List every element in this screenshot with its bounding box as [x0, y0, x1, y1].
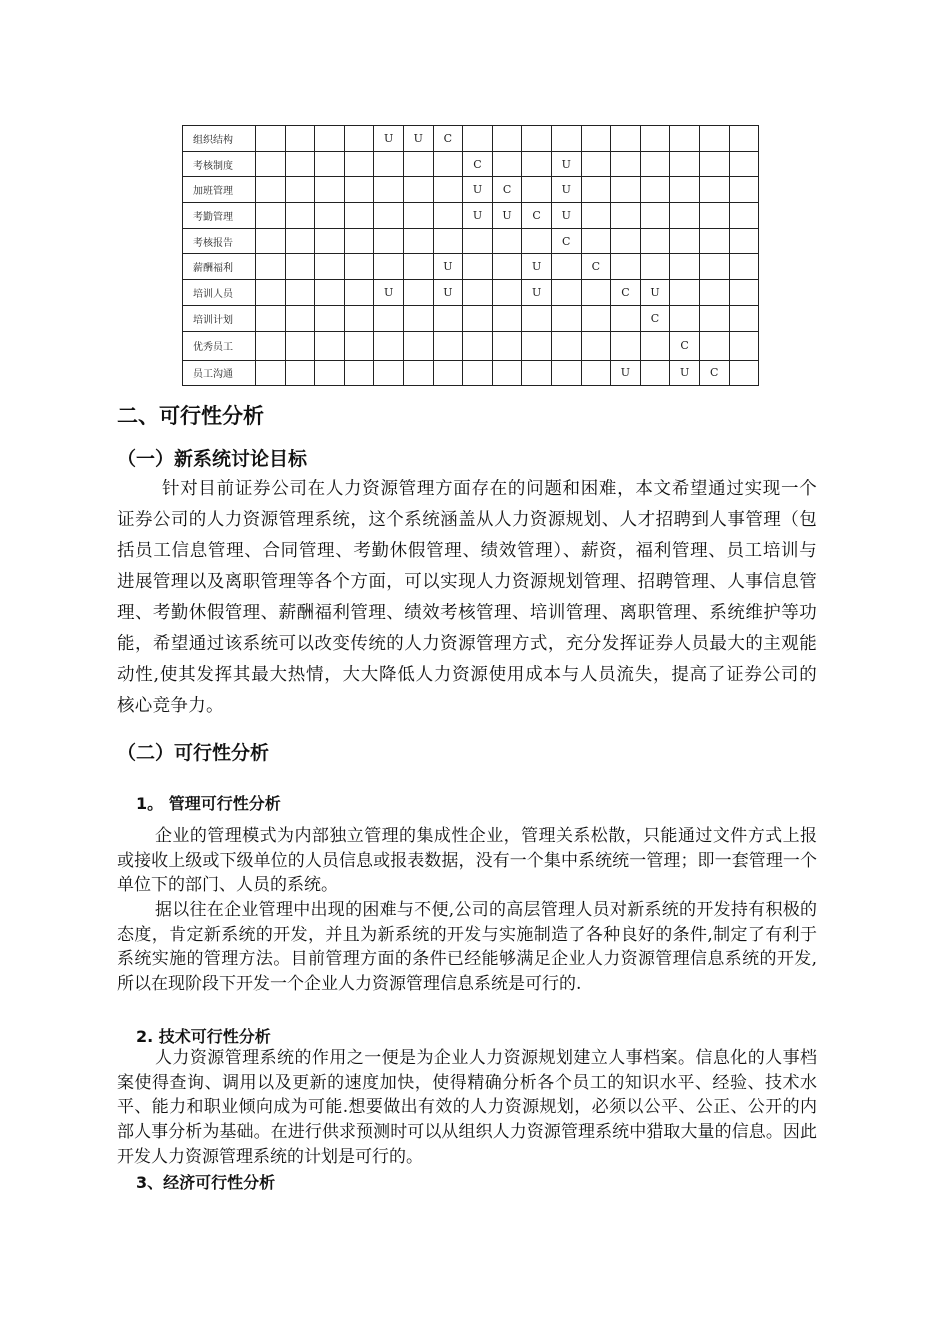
- matrix-cell: [344, 177, 374, 203]
- subsection-1-title: （一）新系统讨论目标: [117, 448, 308, 470]
- matrix-cell: U: [374, 280, 404, 306]
- matrix-cell: C: [611, 280, 641, 306]
- matrix-cell: [640, 203, 670, 229]
- matrix-row: [183, 331, 759, 360]
- matrix-cell: [492, 228, 522, 254]
- matrix-cell: [315, 126, 345, 152]
- matrix-cell: [285, 305, 315, 331]
- matrix-cell: [374, 360, 404, 386]
- matrix-cell: [699, 126, 729, 152]
- matrix-cell: [640, 228, 670, 254]
- matrix-cell: [463, 228, 493, 254]
- matrix-cell: [315, 203, 345, 229]
- matrix-cell: U: [463, 203, 493, 229]
- matrix-cell: [522, 126, 552, 152]
- item-1-title: 1。 管理可行性分析: [136, 794, 281, 813]
- matrix-row-label: 培训人员: [183, 280, 256, 306]
- matrix-row-label: 考核报告: [183, 228, 256, 254]
- matrix-cell: [551, 331, 581, 360]
- matrix-cell: [433, 203, 463, 229]
- matrix-cell: [403, 280, 433, 306]
- matrix-cell: [551, 126, 581, 152]
- matrix-cell: [492, 151, 522, 177]
- matrix-row-label: 考勤管理: [183, 203, 256, 229]
- matrix-cell: [315, 280, 345, 306]
- matrix-cell: [670, 177, 700, 203]
- matrix-cell: [640, 254, 670, 280]
- matrix-cell: [581, 177, 611, 203]
- matrix-cell: [256, 228, 286, 254]
- matrix-cell: U: [611, 360, 641, 386]
- matrix-cell: [729, 151, 759, 177]
- matrix-cell: [581, 331, 611, 360]
- matrix-cell: [344, 254, 374, 280]
- item-2-title: 2. 技术可行性分析: [136, 1027, 271, 1046]
- matrix-cell: U: [492, 203, 522, 229]
- matrix-cell: [285, 203, 315, 229]
- matrix-cell: [344, 280, 374, 306]
- matrix-cell: [256, 280, 286, 306]
- matrix-cell: [670, 203, 700, 229]
- matrix-cell: [699, 228, 729, 254]
- matrix-cell: [551, 305, 581, 331]
- matrix-cell: [699, 254, 729, 280]
- matrix-cell: [256, 126, 286, 152]
- matrix-cell: [729, 177, 759, 203]
- matrix-row-label: 考核制度: [183, 151, 256, 177]
- matrix-cell: [640, 177, 670, 203]
- matrix-cell: [463, 254, 493, 280]
- matrix-cell: [285, 228, 315, 254]
- matrix-cell: U: [403, 126, 433, 152]
- matrix-cell: [611, 177, 641, 203]
- matrix-cell: [433, 331, 463, 360]
- matrix-cell: C: [551, 228, 581, 254]
- matrix-row-label: 优秀员工: [183, 331, 256, 360]
- matrix-cell: [611, 126, 641, 152]
- matrix-cell: [285, 151, 315, 177]
- matrix-cell: [611, 254, 641, 280]
- matrix-cell: [315, 360, 345, 386]
- matrix-cell: [285, 126, 315, 152]
- matrix-cell: [581, 360, 611, 386]
- matrix-cell: [433, 228, 463, 254]
- matrix-cell: [344, 126, 374, 152]
- matrix-cell: U: [463, 177, 493, 203]
- matrix-cell: [581, 305, 611, 331]
- matrix-cell: [256, 203, 286, 229]
- matrix-cell: C: [522, 203, 552, 229]
- matrix-cell: [581, 280, 611, 306]
- matrix-cell: U: [522, 254, 552, 280]
- matrix-cell: [640, 331, 670, 360]
- matrix-cell: [315, 305, 345, 331]
- matrix-row-label: 员工沟通: [183, 360, 256, 386]
- matrix-cell: [403, 254, 433, 280]
- matrix-cell: [729, 228, 759, 254]
- matrix-cell: C: [670, 331, 700, 360]
- matrix-cell: [551, 254, 581, 280]
- matrix-cell: [256, 305, 286, 331]
- matrix-cell: [374, 331, 404, 360]
- matrix-cell: [522, 177, 552, 203]
- item-2-paragraph-1: 人力资源管理系统的作用之一便是为企业人力资源规划建立人事档案。信息化的人事档案使得查询、调用以及更新的速度加快，使得精确分析各个员工的知识水平、经验、技术水平、能力和职业倾向成为可能.想要做出有效的人力资源规划，必须以公平、公正、公开的内部人事分析为基础。在进行供求预测时可以从组织人力资源管理系统中猎取大量的信息。因此开发人力资源管理系统的计划是可行的。: [117, 1048, 817, 1167]
- matrix-cell: [403, 203, 433, 229]
- matrix-cell: [611, 151, 641, 177]
- matrix-row: [183, 203, 759, 229]
- item-3-title: 3、经济可行性分析: [136, 1173, 276, 1192]
- matrix-cell: [699, 280, 729, 306]
- matrix-cell: [492, 331, 522, 360]
- matrix-cell: [611, 331, 641, 360]
- matrix-cell: [640, 126, 670, 152]
- matrix-cell: [374, 305, 404, 331]
- matrix-cell: [581, 203, 611, 229]
- matrix-cell: [492, 360, 522, 386]
- matrix-cell: [670, 254, 700, 280]
- matrix-cell: [374, 228, 404, 254]
- matrix-cell: [699, 203, 729, 229]
- matrix-cell: U: [374, 126, 404, 152]
- matrix-cell: [729, 280, 759, 306]
- matrix-cell: [729, 360, 759, 386]
- matrix-cell: [344, 228, 374, 254]
- matrix-row: [183, 280, 759, 306]
- section-title: 二、可行性分析: [117, 404, 264, 428]
- matrix-cell: [670, 305, 700, 331]
- matrix-row: [183, 151, 759, 177]
- matrix-cell: [699, 151, 729, 177]
- matrix-cell: [344, 151, 374, 177]
- matrix-cell: [729, 203, 759, 229]
- matrix-row: [183, 228, 759, 254]
- matrix-cell: [315, 331, 345, 360]
- matrix-cell: C: [463, 151, 493, 177]
- matrix-cell: [492, 126, 522, 152]
- matrix-cell: [315, 254, 345, 280]
- matrix-cell: [551, 280, 581, 306]
- matrix-cell: [640, 360, 670, 386]
- matrix-cell: [492, 254, 522, 280]
- matrix-cell: [315, 151, 345, 177]
- matrix-cell: U: [433, 254, 463, 280]
- matrix-cell: U: [433, 280, 463, 306]
- uc-matrix-table: [182, 125, 759, 386]
- matrix-cell: [315, 228, 345, 254]
- matrix-cell: [256, 177, 286, 203]
- matrix-row: [183, 305, 759, 331]
- matrix-cell: [374, 177, 404, 203]
- matrix-cell: [256, 331, 286, 360]
- matrix-cell: C: [640, 305, 670, 331]
- matrix-cell: [551, 360, 581, 386]
- matrix-cell: [611, 305, 641, 331]
- matrix-cell: U: [551, 151, 581, 177]
- matrix-cell: [670, 280, 700, 306]
- matrix-cell: [581, 228, 611, 254]
- matrix-cell: C: [433, 126, 463, 152]
- matrix-cell: [729, 126, 759, 152]
- matrix-cell: [403, 151, 433, 177]
- matrix-cell: [344, 331, 374, 360]
- matrix-row: [183, 126, 759, 152]
- matrix-cell: [699, 305, 729, 331]
- subsection-2-title: （二）可行性分析: [117, 742, 270, 764]
- matrix-cell: [433, 360, 463, 386]
- matrix-cell: [285, 280, 315, 306]
- item-1-paragraph-2: 据以往在企业管理中出现的困难与不便,公司的高层管理人员对新系统的开发持有积极的态度，肯定新系统的开发，并且为新系统的开发与实施制造了各种良好的条件,制定了有利于系统实施的管理方法。目前管理方面的条件已经能够满足企业人力资源管理信息系统的开发,所以在现阶段下开发一个企业人力资源管理信息系统是可行的.: [117, 900, 817, 995]
- item-1-paragraph-1: 企业的管理模式为内部独立管理的集成性企业，管理关系松散，只能通过文件方式上报或接收上级或下级单位的人员信息或报表数据，没有一个集中系统统一管理；即一套管理一个单位下的部门、人员的系统。: [117, 826, 817, 896]
- matrix-cell: [699, 331, 729, 360]
- matrix-cell: [403, 360, 433, 386]
- matrix-cell: [344, 360, 374, 386]
- matrix-cell: [403, 177, 433, 203]
- matrix-cell: [522, 305, 552, 331]
- matrix-cell: U: [522, 280, 552, 306]
- matrix-row: [183, 254, 759, 280]
- matrix-cell: [374, 254, 404, 280]
- matrix-cell: C: [581, 254, 611, 280]
- matrix-cell: [611, 228, 641, 254]
- matrix-cell: [285, 177, 315, 203]
- matrix-cell: U: [551, 177, 581, 203]
- matrix-cell: [729, 254, 759, 280]
- matrix-cell: [463, 126, 493, 152]
- matrix-cell: [344, 305, 374, 331]
- matrix-cell: [611, 203, 641, 229]
- matrix-cell: [463, 331, 493, 360]
- matrix-cell: [315, 177, 345, 203]
- matrix-cell: [522, 228, 552, 254]
- matrix-cell: [522, 360, 552, 386]
- matrix-cell: [522, 331, 552, 360]
- matrix-cell: [522, 151, 552, 177]
- matrix-cell: [640, 151, 670, 177]
- matrix-cell: [403, 228, 433, 254]
- matrix-cell: [463, 280, 493, 306]
- matrix-cell: [581, 126, 611, 152]
- matrix-cell: [729, 331, 759, 360]
- matrix-cell: [344, 203, 374, 229]
- matrix-cell: [463, 305, 493, 331]
- matrix-cell: [670, 151, 700, 177]
- matrix-cell: [256, 151, 286, 177]
- matrix-cell: C: [492, 177, 522, 203]
- matrix-cell: [699, 177, 729, 203]
- matrix-cell: [463, 360, 493, 386]
- matrix-cell: [670, 228, 700, 254]
- matrix-row-label: 加班管理: [183, 177, 256, 203]
- matrix-cell: [285, 360, 315, 386]
- matrix-cell: [374, 203, 404, 229]
- matrix-cell: [256, 254, 286, 280]
- matrix-row: [183, 360, 759, 386]
- matrix-row-label: 组织结构: [183, 126, 256, 152]
- matrix-cell: [581, 151, 611, 177]
- matrix-cell: [492, 305, 522, 331]
- matrix-row-label: 薪酬福利: [183, 254, 256, 280]
- matrix-cell: [374, 151, 404, 177]
- matrix-cell: [433, 305, 463, 331]
- matrix-cell: [256, 360, 286, 386]
- matrix-cell: [729, 305, 759, 331]
- matrix-row: [183, 177, 759, 203]
- matrix-cell: [433, 177, 463, 203]
- matrix-cell: U: [640, 280, 670, 306]
- matrix-cell: U: [670, 360, 700, 386]
- matrix-cell: [492, 280, 522, 306]
- matrix-cell: [670, 126, 700, 152]
- matrix-cell: [285, 331, 315, 360]
- matrix-cell: U: [551, 203, 581, 229]
- matrix-cell: [285, 254, 315, 280]
- matrix-cell: [433, 151, 463, 177]
- matrix-cell: C: [699, 360, 729, 386]
- matrix-cell: [403, 305, 433, 331]
- matrix-row-label: 培训计划: [183, 305, 256, 331]
- subsection-1-body: 针对目前证券公司在人力资源管理方面存在的问题和困难，本文希望通过实现一个证券公司的人力资源管理系统，这个系统涵盖从人力资源规划、人才招聘到人事管理（包括员工信息管理、合同管理、考勤休假管理、绩效管理）、薪资，福利管理、员工培训与进展管理以及离职管理等各个方面，可以实现人力资源规划管理、招聘管理、人事信息管理、考勤休假管理、薪酬福利管理、绩效考核管理、培训管理、离职管理、系统维护等功能，希望通过该系统可以改变传统的人力资源管理方式，充分发挥证券人员最大的主观能动性,使其发挥其最大热情，大大降低人力资源使用成本与人员流失，提高了证券公司的核心竞争力。: [117, 479, 817, 716]
- matrix-cell: [403, 331, 433, 360]
